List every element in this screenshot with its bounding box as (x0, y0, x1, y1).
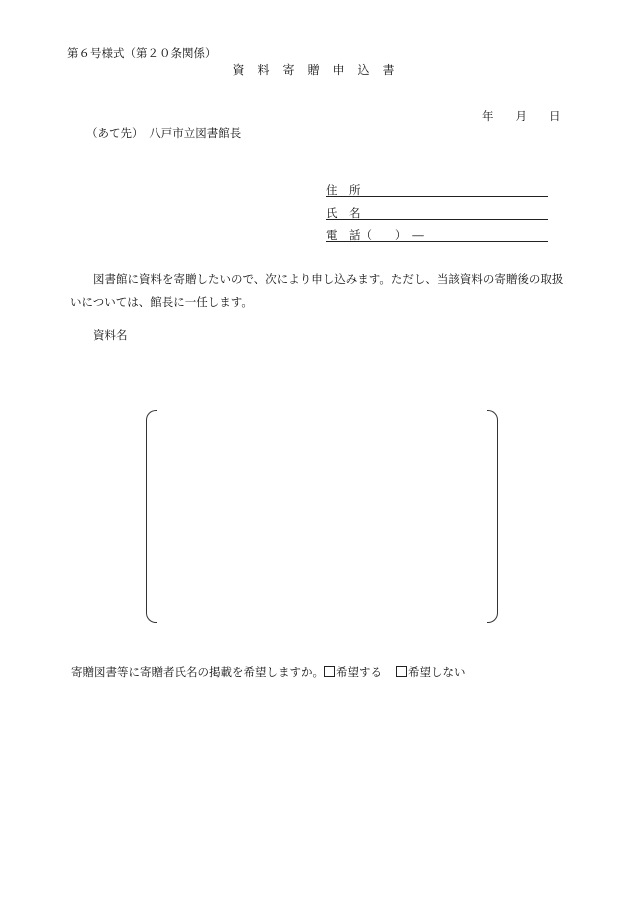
publish-question: 寄贈図書等に寄贈者氏名の掲載を希望しますか。 (71, 665, 324, 679)
checkbox-yes[interactable] (324, 666, 335, 677)
form-number: 第６号様式（第２０条関係） (67, 46, 217, 60)
title-char: 贈 (307, 63, 320, 77)
publish-question-row (71, 665, 466, 679)
option-no[interactable] (396, 665, 466, 679)
page-title (226, 63, 401, 77)
material-label: 資料名 (93, 328, 128, 342)
option-yes[interactable] (324, 665, 382, 679)
title-char: 資 (232, 63, 245, 77)
checkbox-no[interactable] (396, 666, 407, 677)
name-label: 氏 名 (326, 206, 361, 220)
address-field[interactable] (326, 196, 548, 197)
addressee: （あて先） 八戸市立図書館長 (86, 126, 242, 140)
date-day: 日 (549, 109, 561, 123)
name-field[interactable] (326, 219, 548, 220)
date-year: 年 (482, 109, 494, 123)
title-char: 書 (382, 63, 395, 77)
title-char: 寄 (282, 63, 295, 77)
option-yes-label: 希望する (336, 665, 382, 679)
title-char: 申 (332, 63, 345, 77)
material-entry-area[interactable] (160, 414, 482, 617)
phone-label: 電 話（ ） ― (326, 228, 424, 242)
date-month: 月 (515, 109, 527, 123)
date-line (482, 109, 561, 123)
option-no-label: 希望しない (408, 665, 466, 679)
title-char: 込 (357, 63, 370, 77)
phone-field[interactable] (326, 241, 548, 242)
body-paragraph: 図書館に資料を寄贈したいので、次により申し込みます。ただし、当該資料の寄贈後の取扱いについては、館長に一任します。 (70, 272, 564, 309)
address-label: 住 所 (326, 183, 361, 197)
title-char: 料 (257, 63, 270, 77)
material-box-right-bracket (487, 410, 498, 623)
material-box-left-bracket (146, 410, 157, 623)
